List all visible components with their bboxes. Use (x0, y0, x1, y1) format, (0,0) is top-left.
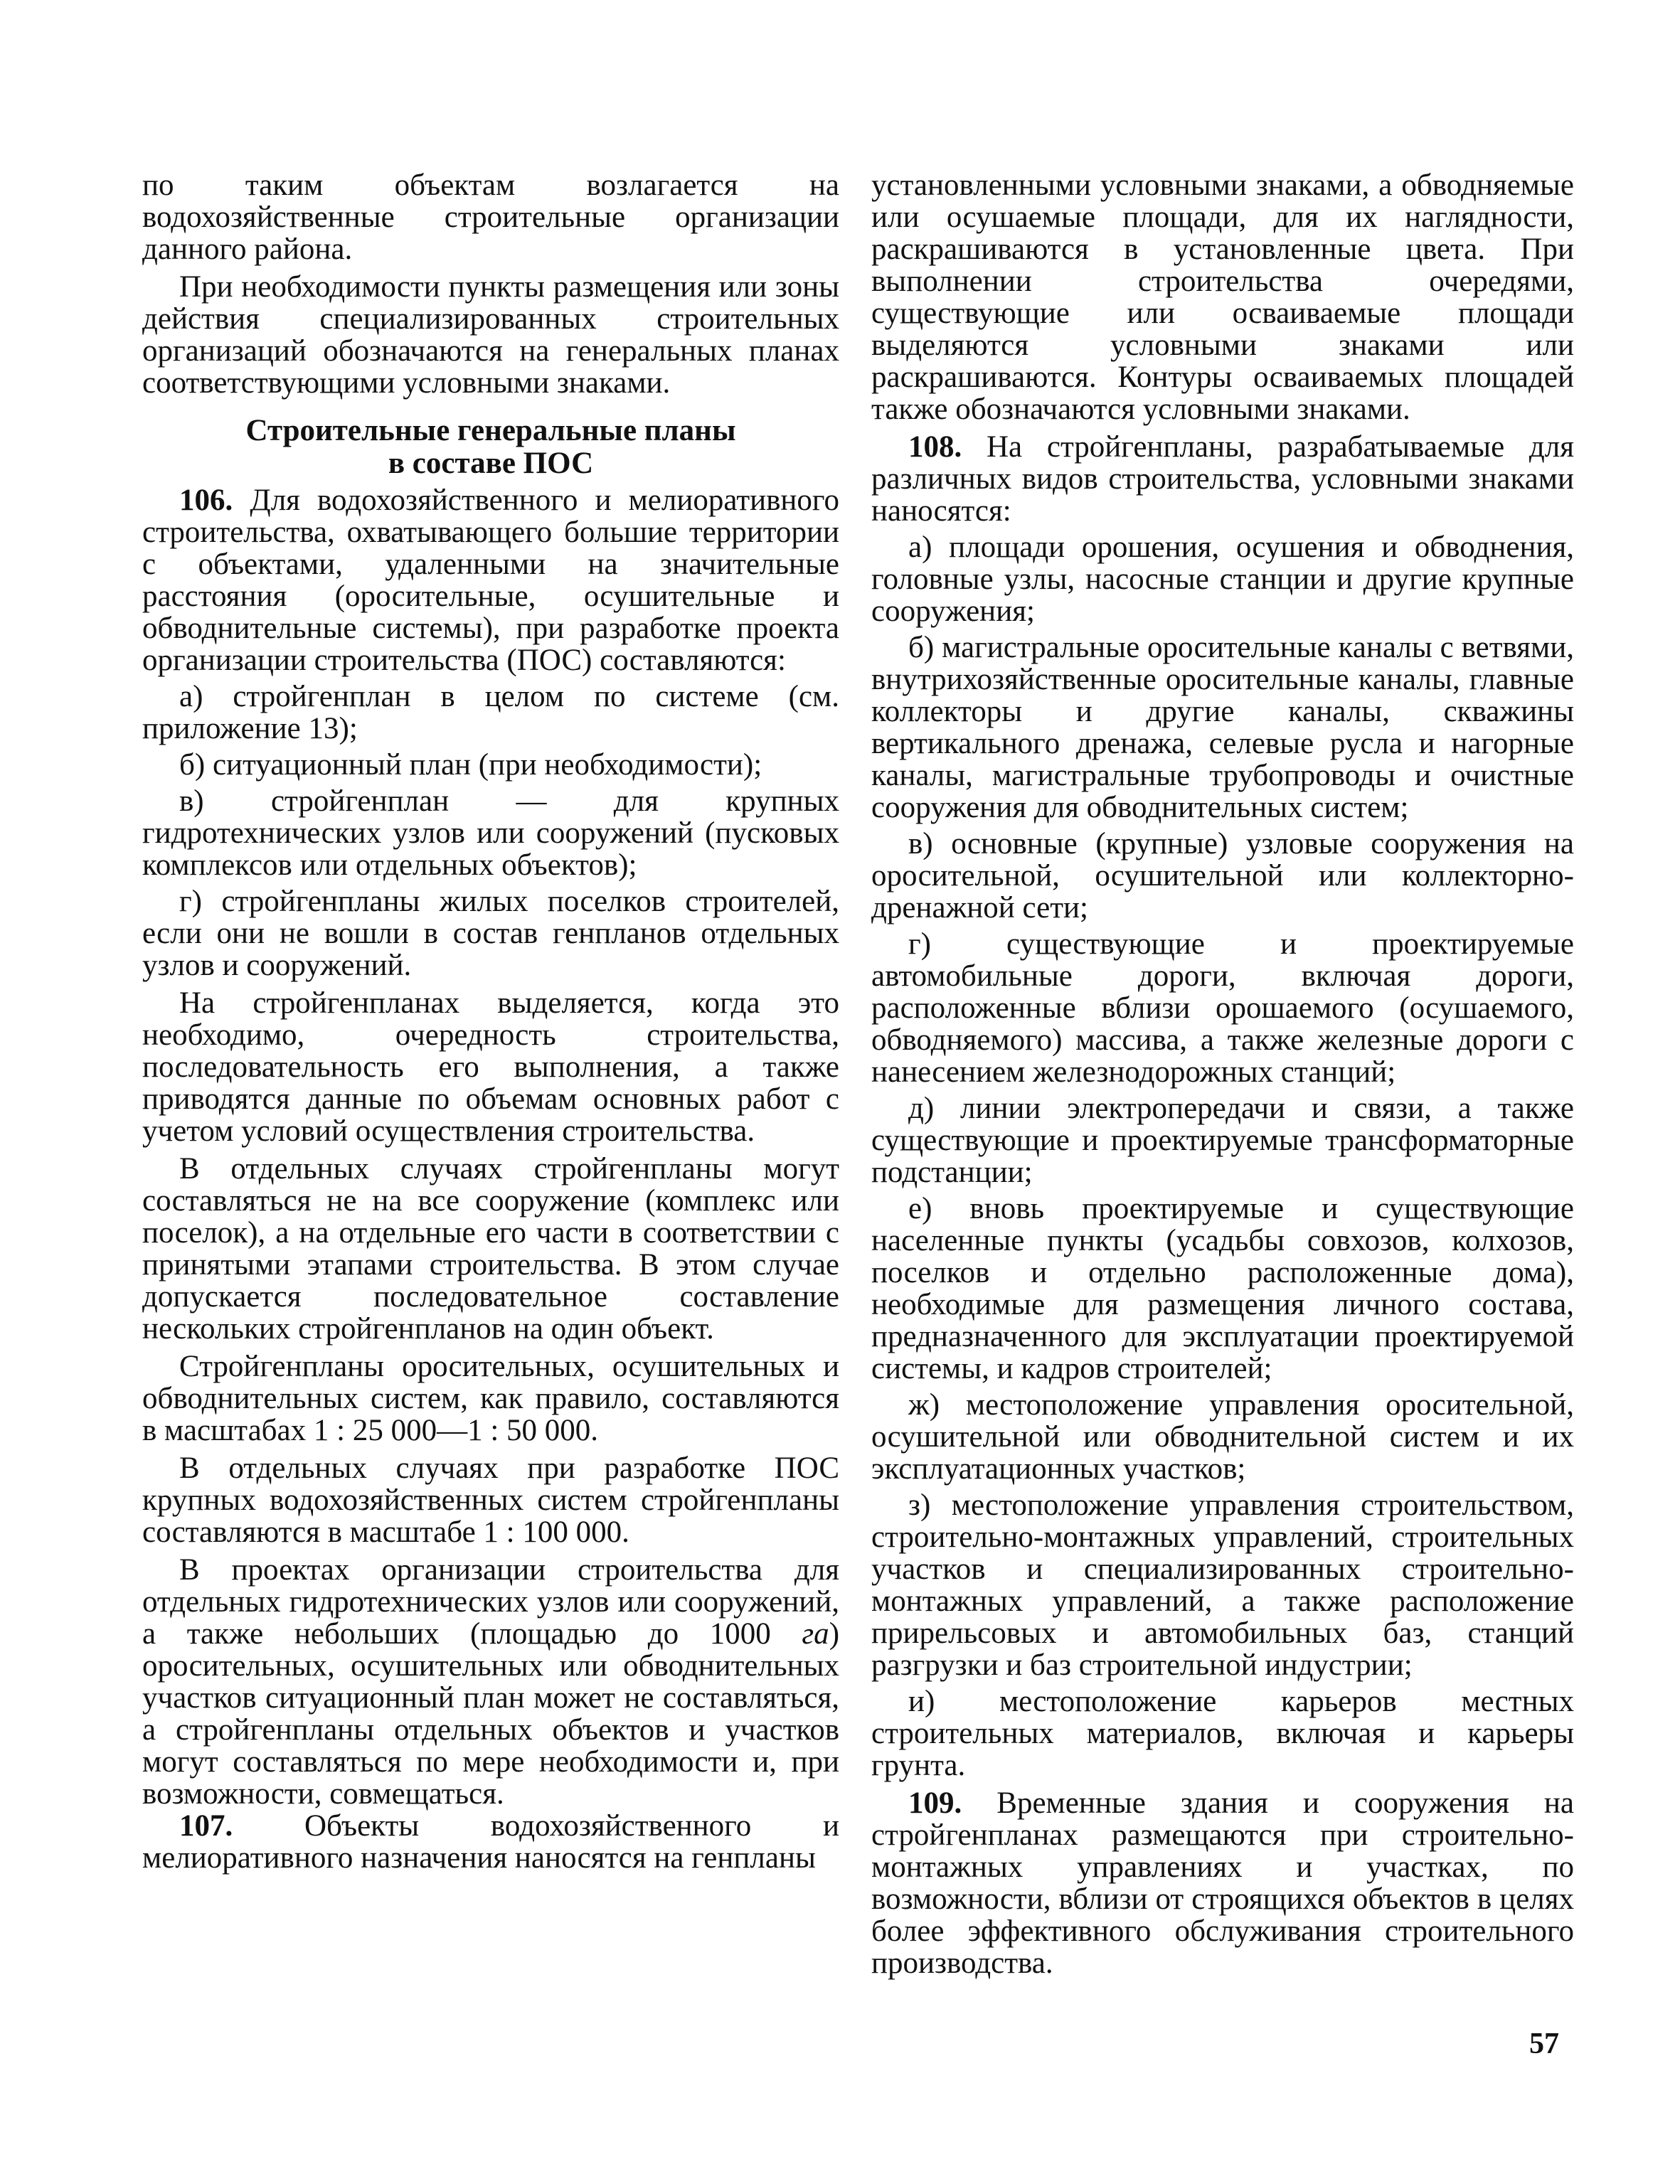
clause-number-109: 109. (908, 1786, 962, 1820)
paragraph-109-text: Временные здания и сооружения на стройгенпланах размещаются при строительно-монтажных управлениях и участках, по возможности, вблизи от строящихся объектов в целях более эффективного обслуживания строительного производства. (871, 1786, 1574, 1980)
section-heading-line-2: в составе ПОС (388, 447, 594, 480)
list-item-e: е) вновь проектируемые и существующие населенные пункты (усадьбы совхозов, колхозов, поселков и отдельно расположенные дома), необходимые для размещения личного состава, предназначенного для эксплуатации проектируемой системы, и кадров строителей; (871, 1192, 1574, 1385)
list-item-v: в) стройгенплан — для крупных гидротехнических узлов или сооружений (пусковых комплексов или отдельных объектов); (142, 784, 839, 882)
paragraph-projects-text-b: ) оросительных, осушительных или обводнительных участков ситуационный план может не составляться, а стройгенпланы отдельных объектов и участков могут составляться по мере необходимости и, при возможности, совмещаться. (142, 1617, 840, 1811)
paragraph-scale: Стройгенпланы оросительных, осушительных и обводнительных систем, как правило, составляются в масштабах 1 : 25 000—1 : 50 000. (142, 1350, 839, 1447)
paragraph-continuation: по таким объектам возлагается на водохозяйственные строительные организации данного района. (142, 169, 839, 266)
paragraph-projects-text-a: В проектах организации строительства для отдельных гидротехнических узлов или сооружений, а также небольших (площадью до 1000 (142, 1553, 839, 1651)
paragraph-continuation-right: установленными условными знаками, а обводняемые или осушаемые площади, для их наглядности, раскрашиваются в установленные цвета. При выполнении строительства очередями, существующие или осваиваемые площади выделяются условными знаками или раскрашиваются. Контуры осваиваемых площадей также обозначаются условными знаками. (871, 169, 1574, 426)
page-number: 57 (1529, 2028, 1559, 2060)
paragraph-109 (871, 1787, 1574, 1979)
paragraph-108 (871, 431, 1574, 527)
list-item-i: и) местоположение карьеров местных строительных материалов, включая и карьеры грунта. (871, 1685, 1574, 1782)
paragraph-108-text: На стройгенпланы, разрабатываемые для различных видов строительства, условными знаками наносятся: (871, 430, 1575, 528)
paragraph-107 (142, 1810, 839, 1874)
list-item-v: в) основные (крупные) узловые сооружения на оросительной, осушительной или коллекторно-дренажной сети; (871, 827, 1574, 925)
list-item-a: а) стройгенплан в целом по системе (см. приложение 13); (142, 680, 839, 745)
paragraph-106-text: Для водохозяйственного и мелиоративного строительства, охватывающего большие территории с объектами, удаленными на значительные расстояния (оросительные, осушительные и обводнительные системы), при разработке проекта организации строительства (ПОС) составляются: (142, 484, 839, 677)
right-column (871, 169, 1574, 1979)
left-column (142, 169, 839, 1874)
list-item-b: б) магистральные оросительные каналы с ветвями, внутрихозяйственные оросительные каналы, главные коллекторы и другие каналы, скважины вертикального дренажа, селевые русла и нагорные каналы, магистральные трубопроводы и очистные сооружения для обводнительных систем; (871, 631, 1574, 824)
clause-number-107: 107. (179, 1809, 233, 1843)
paragraph-projects (142, 1554, 839, 1810)
paragraph-separate-parts: В отдельных случаях стройгенпланы могут составляться не на все сооружение (комплекс или поселок), а на отдельные его части в соответствии с принятыми этапами строительства. В этом случае допускается последовательное составление нескольких стройгенпланов на один объект. (142, 1152, 839, 1346)
clause-number-108: 108. (908, 430, 962, 464)
list-item-d: д) линии электропередачи и связи, а также существующие и проектируемые трансформаторные подстанции; (871, 1092, 1574, 1189)
unit-hectare: га (802, 1617, 829, 1651)
paragraph-107-text: Объекты водохозяйственного и мелиоративного назначения наносятся на генпланы (142, 1809, 839, 1875)
list-item-g: г) стройгенпланы жилых поселков строителей, если они не вошли в состав генпланов отдельных узлов и сооружений. (142, 885, 839, 982)
list-item-g: г) существующие и проектируемые автомобильные дороги, включая дороги, расположенные вблизи орошаемого (осушаемого, обводняемого) массива, а также железные дороги с нанесением железнодорожных станций; (871, 927, 1574, 1089)
paragraph-highlight-sequence: На стройгенпланах выделяется, когда это необходимо, очередность строительства, последовательность его выполнения, а также приводятся данные по объемам основных работ с учетом условий осуществления строительства. (142, 986, 839, 1148)
section-heading-line-1: Строительные генеральные планы (245, 414, 736, 447)
section-heading (142, 415, 839, 480)
list-item-b: б) ситуационный план (при необходимости); (179, 748, 762, 782)
list-item-z: з) местоположение управления строительством, строительно-монтажных управлений, строительных участков и специализированных строительно-монтажных управлений, а также расположение прирельсовых и автомобильных баз, станций разгрузки и баз строительной индустрии; (871, 1488, 1574, 1682)
list-item-zh: ж) местоположение управления оросительной, осушительной или обводнительной систем и их эксплуатационных участков; (871, 1388, 1574, 1486)
paragraph-scale-large: В отдельных случаях при разработке ПОС крупных водохозяйственных систем стройгенпланы составляются в масштабе 1 : 100 000. (142, 1451, 839, 1549)
list-item-a: а) площади орошения, осушения и обводнения, головные узлы, насосные станции и другие крупные сооружения; (871, 531, 1574, 628)
paragraph-106 (142, 484, 839, 676)
clause-number-106: 106. (179, 484, 233, 517)
paragraph-specialized-organizations: При необходимости пункты размещения или зоны действия специализированных строительных организаций обозначаются на генеральных планах соответствующими условными знаками. (142, 270, 839, 400)
